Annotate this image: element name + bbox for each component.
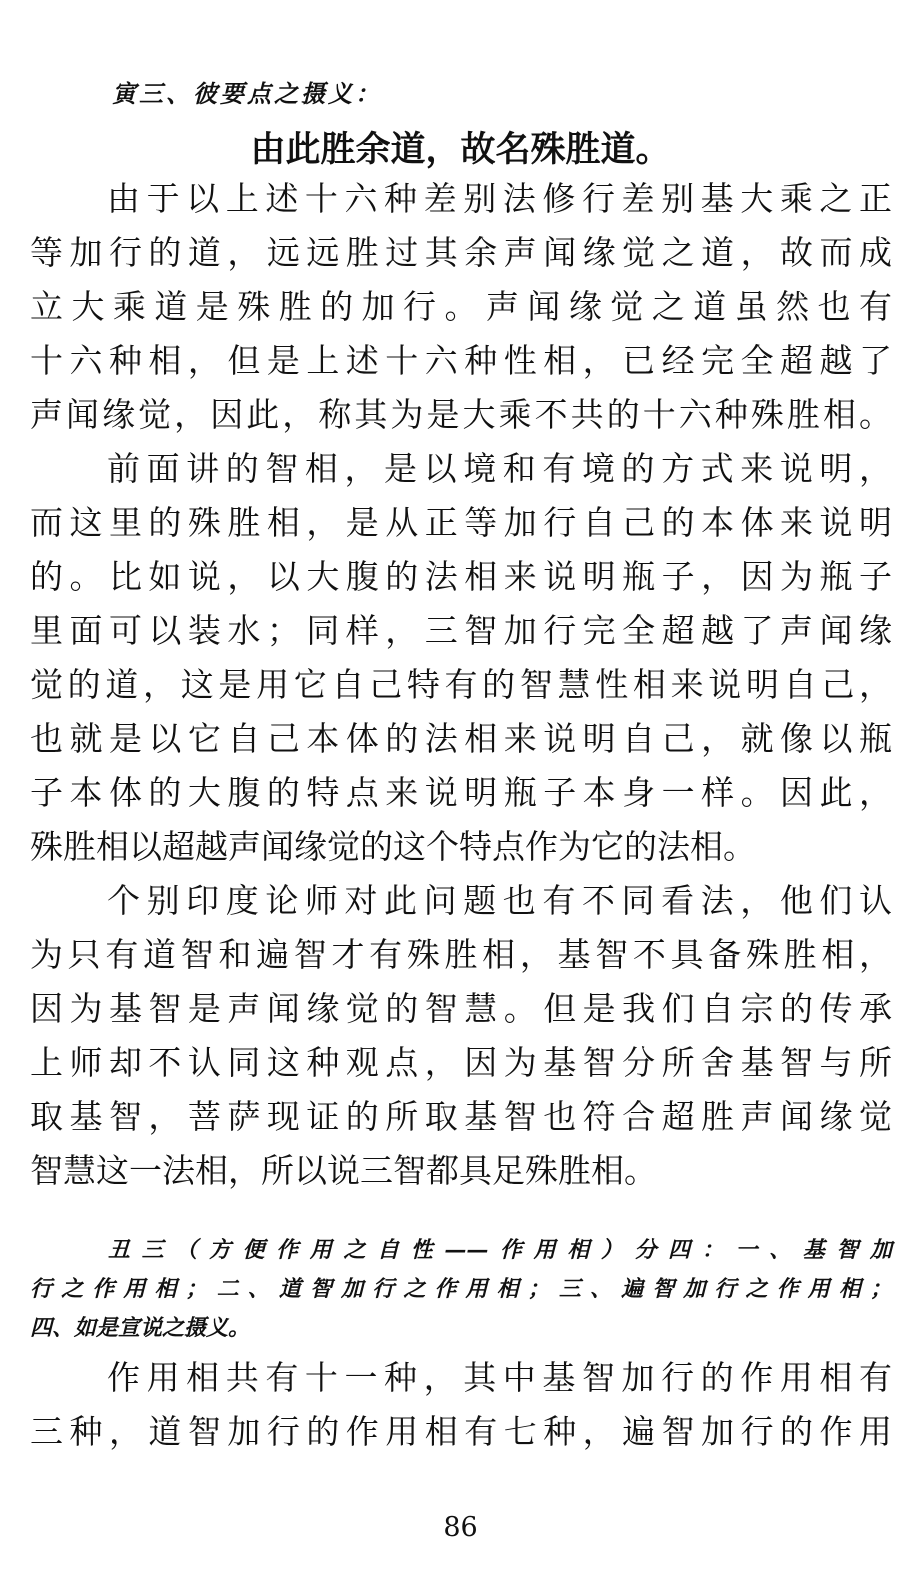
paragraph-2-line-7: 子本体的大腹的特点来说明瓶子本身一样。因此， — [30, 773, 892, 812]
subsection-heading-line-1: 丑三（方便作用之自性——作用相）分四：一、基智加 — [108, 1237, 892, 1263]
paragraph-3-line-1: 个别印度论师对此问题也有不同看法，他们认 — [107, 881, 892, 920]
paragraph-3-line-6: 智慧这一法相，所以说三智都具足殊胜相。 — [30, 1151, 657, 1190]
paragraph-4-line-1: 作用相共有十一种，其中基智加行的作用相有 — [107, 1358, 892, 1397]
paragraph-1-line-2: 等加行的道，远远胜过其余声闻缘觉之道，故而成 — [30, 233, 892, 272]
paragraph-1-line-4: 十六种相，但是上述十六种性相，已经完全超越了 — [30, 341, 892, 380]
paragraph-2-line-6: 也就是以它自己本体的法相来说明自己，就像以瓶 — [30, 719, 892, 758]
paragraph-1-line-5: 声闻缘觉，因此，称其为是大乘不共的十六种殊胜相。 — [30, 395, 892, 434]
page-number: 86 — [443, 1512, 478, 1543]
paragraph-2-line-2: 而这里的殊胜相，是从正等加行自己的本体来说明 — [30, 503, 892, 542]
paragraph-4-line-2: 三种，道智加行的作用相有七种，遍智加行的作用 — [30, 1412, 892, 1451]
paragraph-3-line-4: 上师却不认同这种观点，因为基智分所舍基智与所 — [30, 1043, 892, 1082]
paragraph-2-line-8: 殊胜相以超越声闻缘觉的这个特点作为它的法相。 — [30, 827, 756, 866]
paragraph-3-line-2: 为只有道智和遍智才有殊胜相，基智不具备殊胜相， — [30, 935, 892, 974]
root-verse: 由此胜余道，故名殊胜道。 — [250, 130, 671, 170]
paragraph-2-line-3: 的。比如说，以大腹的法相来说明瓶子，因为瓶子 — [30, 557, 892, 596]
paragraph-3-line-3: 因为基智是声闻缘觉的智慧。但是我们自宗的传承 — [30, 989, 892, 1028]
paragraph-1-line-3: 立大乘道是殊胜的加行。声闻缘觉之道虽然也有 — [30, 287, 892, 326]
paragraph-2-line-1: 前面讲的智相，是以境和有境的方式来说明， — [107, 449, 892, 488]
paragraph-3-line-5: 取基智，菩萨现证的所取基智也符合超胜声闻缘觉 — [30, 1097, 892, 1136]
paragraph-2-line-4: 里面可以装水；同样，三智加行完全超越了声闻缘 — [30, 611, 892, 650]
subsection-heading-line-2: 行之作用相；二、道智加行之作用相；三、遍智加行之作用相； — [30, 1276, 892, 1302]
section-heading: 寅三、彼要点之摄义： — [112, 79, 382, 108]
subsection-heading-line-3: 四、如是宣说之摄义。 — [30, 1315, 251, 1341]
paragraph-1-line-1: 由于以上述十六种差别法修行差别基大乘之正 — [107, 179, 892, 218]
paragraph-2-line-5: 觉的道，这是用它自己特有的智慧性相来说明自己， — [30, 665, 892, 704]
